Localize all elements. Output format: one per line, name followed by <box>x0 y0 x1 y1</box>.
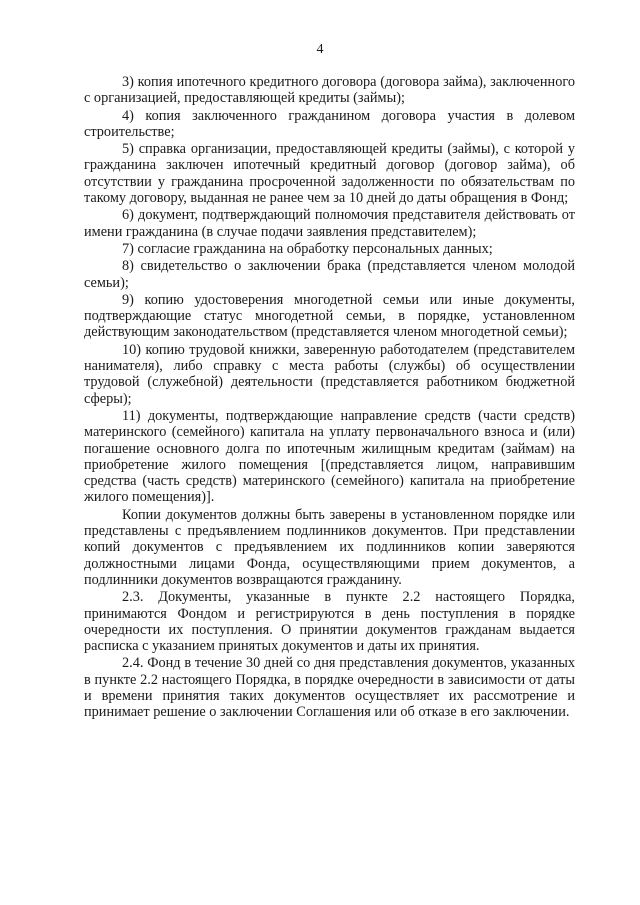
paragraph-item-4: 4) копия заключенного гражданином договора участия в долевом строительстве; <box>84 107 575 140</box>
paragraph-copies-certification: Копии документов должны быть заверены в установленном порядке или представлены с предъявлением подлинников документов. При представлении копий документов с предъявлением их подлинников копии заверяются должностными лицами Фонда, осуществляющими прием документов, а подлинники документов возвращаются гражданину. <box>84 506 575 588</box>
paragraph-item-3: 3) копия ипотечного кредитного договора (договора займа), заключенного с организацией, предоставляющей кредиты (займы); <box>84 74 575 107</box>
paragraph-item-5: 5) справка организации, предоставляющей кредиты (займы), с которой у гражданина заключен ипотечный кредитный договор (договор займа), об отсутствии у гражданина просроченной задолженности по обязательствам по такому договору, выданная не ранее чем за 10 дней до даты обращения в Фонд; <box>84 141 575 207</box>
paragraph-item-6: 6) документ, подтверждающий полномочия представителя действовать от имени гражданина (в случае подачи заявления представителем); <box>84 207 575 240</box>
paragraph-item-7: 7) согласие гражданина на обработку персональных данных; <box>122 240 493 257</box>
paragraph-section-2-3: 2.3. Документы, указанные в пункте 2.2 настоящего Порядка, принимаются Фондом и регистрируются в день поступления в порядке очередности их поступления. О принятии документов гражданам выдается расписка с указанием принятых документов и даты их принятия. <box>84 589 575 655</box>
paragraph-item-9: 9) копию удостоверения многодетной семьи или иные документы, подтверждающие статус многодетной семьи, в порядке, установленном действующим законодательством (представляется членом многодетной семьи); <box>84 291 575 341</box>
page-number: 4 <box>316 42 324 57</box>
paragraph-item-11: 11) документы, подтверждающие направление средств (части средств) материнского (семейного) капитала на уплату первоначального взноса и (или) погашение основного долга по ипотечным жилищным кредитам (займам) на приобретение жилого помещения [(представляется лицом, направившим средства (часть средств) материнского (семейного) капитала на приобретение жилого помещения)]. <box>84 407 575 506</box>
paragraph-section-2-4: 2.4. Фонд в течение 30 дней со дня представления документов, указанных в пункте 2.2 настоящего Порядка, в порядке очередности в зависимости от даты и времени принятия таких документов осуществляет их рассмотрение и принимает решение о заключении Соглашения или об отказе в его заключении. <box>84 655 575 721</box>
paragraph-item-8: 8) свидетельство о заключении брака (представляется членом молодой семьи); <box>84 258 575 291</box>
paragraph-item-10: 10) копию трудовой книжки, заверенную работодателем (представителем нанимателя), либо справку с места работы (службы) об осуществлении трудовой (служебной) деятельности (представляется работником бюджетной сферы); <box>84 341 575 407</box>
document-body <box>84 74 575 722</box>
